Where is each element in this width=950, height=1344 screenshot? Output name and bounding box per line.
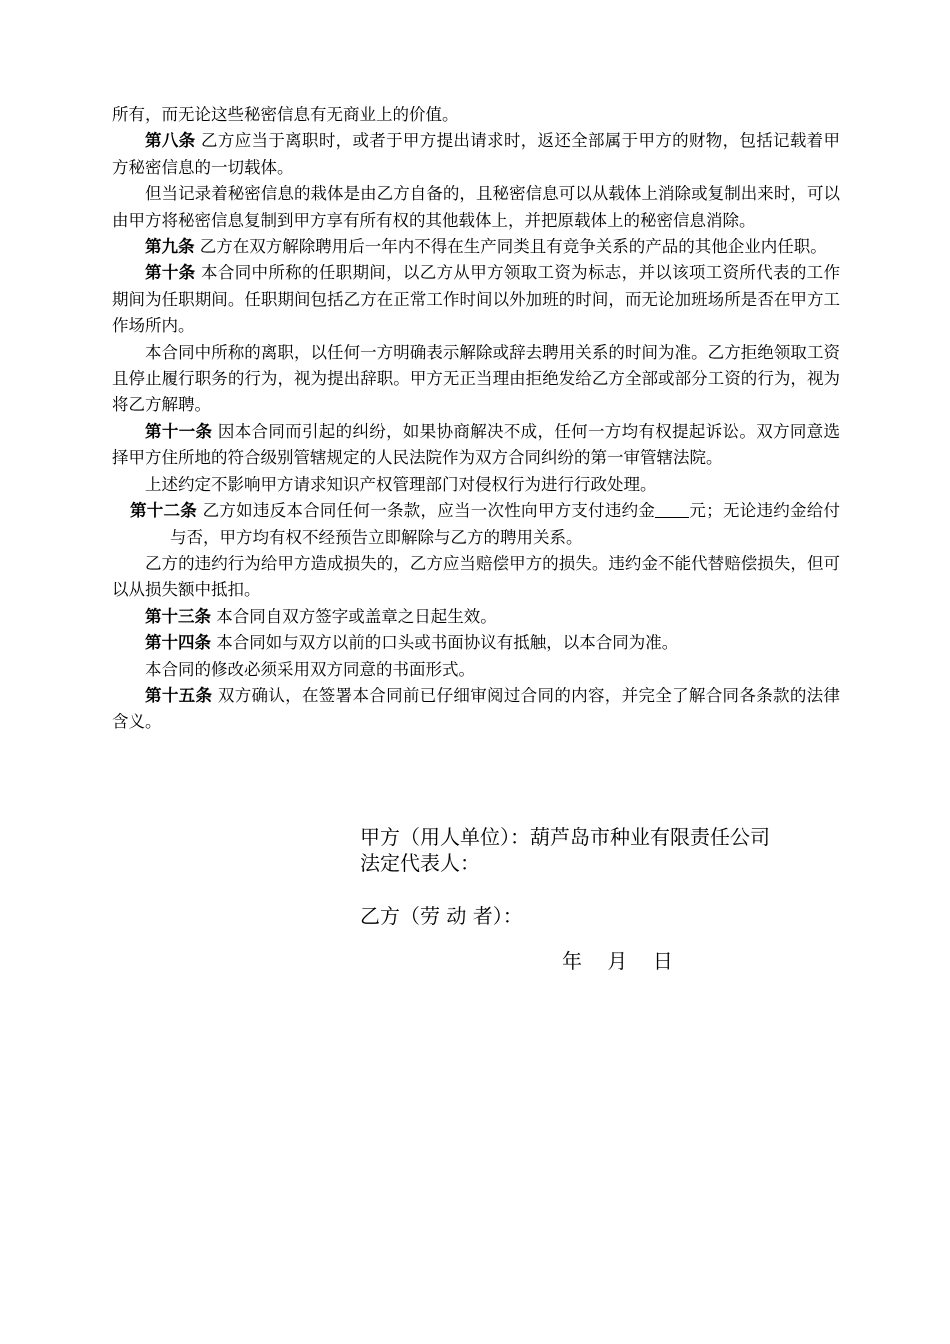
paragraph-text: 但当记录着秘密信息的栽体是由乙方自备的，且秘密信息可以从载体上消除或复制出来时，可以由甲方将秘密信息复制到甲方享有所有权的其他载体上，并把原载体上的秘密信息消除。 [112, 184, 840, 230]
article-11 [112, 419, 840, 472]
article-heading: 第十条 [145, 263, 196, 283]
paragraph-text: 乙方的违约行为给甲方造成损失的，乙方应当赔偿甲方的损失。违约金不能代替赔偿损失，但可以从损失额中抵扣。 [112, 553, 840, 600]
party-b-line: 乙方（劳 动 者）： [360, 904, 523, 928]
paragraph-continuation [112, 102, 840, 128]
paragraph-text: 本合同中所称的任职期间，以乙方从甲方领取工资为标志，并以该项工资所代表的工作期间为任职期间。任职期间包括乙方在正常工作时间以外加班的时间，而无论加班场所是否在甲方工作场所内。 [112, 263, 841, 336]
article-13 [112, 604, 840, 630]
article-11-clause [112, 472, 840, 498]
article-10 [112, 260, 840, 339]
legal-representative-line: 法定代表人： [360, 851, 480, 875]
article-14 [112, 630, 840, 656]
article-12 [112, 498, 840, 551]
signing-date: 年 月 日 [562, 949, 673, 973]
article-12-clause [112, 551, 840, 604]
penalty-amount-blank [655, 501, 689, 518]
article-heading: 第十四条 [145, 633, 211, 653]
article-14-clause [112, 657, 840, 683]
paragraph-text: 本合同的修改必须采用双方同意的书面形式。 [145, 659, 475, 679]
party-a-line: 甲方（用人单位）：葫芦岛市种业有限责任公司 [360, 825, 770, 849]
article-heading: 第十一条 [145, 421, 213, 441]
paragraph-text: 双方确认，在签署本合同前已仔细审阅过合同的内容，并完全了解合同各条款的法律含义。 [112, 685, 840, 732]
article-heading: 第十二条 [130, 501, 198, 521]
article-heading: 第十五条 [145, 685, 213, 705]
paragraph-text: 乙方如违反本合同任何一条款，应当一次性向甲方支付违约金 [197, 501, 656, 521]
paragraph-text: 因本合同而引起的纠纷，如果协商解决不成，任何一方均有权提起诉讼。双方同意选择甲方住所地的符合级别管辖规定的人民法院作为双方合同纠纷的第一审管辖法院。 [112, 421, 840, 468]
article-12-lead [130, 501, 655, 520]
paragraph-text: 上述约定不影响甲方请求知识产权管理部门对侵权行为进行行政处理。 [145, 474, 657, 494]
paragraph-text: 元；无论违约金给付与否，甲方均有权不经预告立即解除与乙方的聘用关系。 [170, 501, 841, 547]
article-9 [112, 234, 840, 260]
article-8-clause [112, 181, 840, 234]
article-8 [112, 128, 840, 181]
article-heading: 第十三条 [145, 606, 211, 626]
article-heading: 第八条 [145, 131, 196, 151]
article-15 [112, 683, 840, 736]
paragraph-text: 乙方在双方解除聘用后一年内不得在生产同类且有竞争关系的产品的其他企业内任职。 [194, 237, 827, 257]
paragraph-text: 本合同中所称的离职，以任何一方明确表示解除或辞去聘用关系的时间为准。乙方拒绝领取工资且停止履行职务的行为，视为提出辞职。甲方无正当理由拒绝发给乙方全部或部分工资的行为，视为将乙方解聘。 [112, 342, 840, 415]
paragraph-text: 本合同如与双方以前的口头或书面协议有抵触，以本合同为准。 [211, 633, 679, 653]
paragraph-text: 本合同自双方签字或盖章之日起生效。 [211, 606, 497, 626]
paragraph-text: 所有，而无论这些秘密信息有无商业上的价值。 [112, 105, 459, 124]
article-heading: 第九条 [145, 237, 195, 257]
article-10-clause [112, 340, 840, 419]
paragraph-text: 乙方应当于离职时，或者于甲方提出请求时，返还全部属于甲方的财物，包括记载着甲方秘密信息的一切载体。 [112, 131, 841, 177]
contract-body [112, 102, 840, 736]
